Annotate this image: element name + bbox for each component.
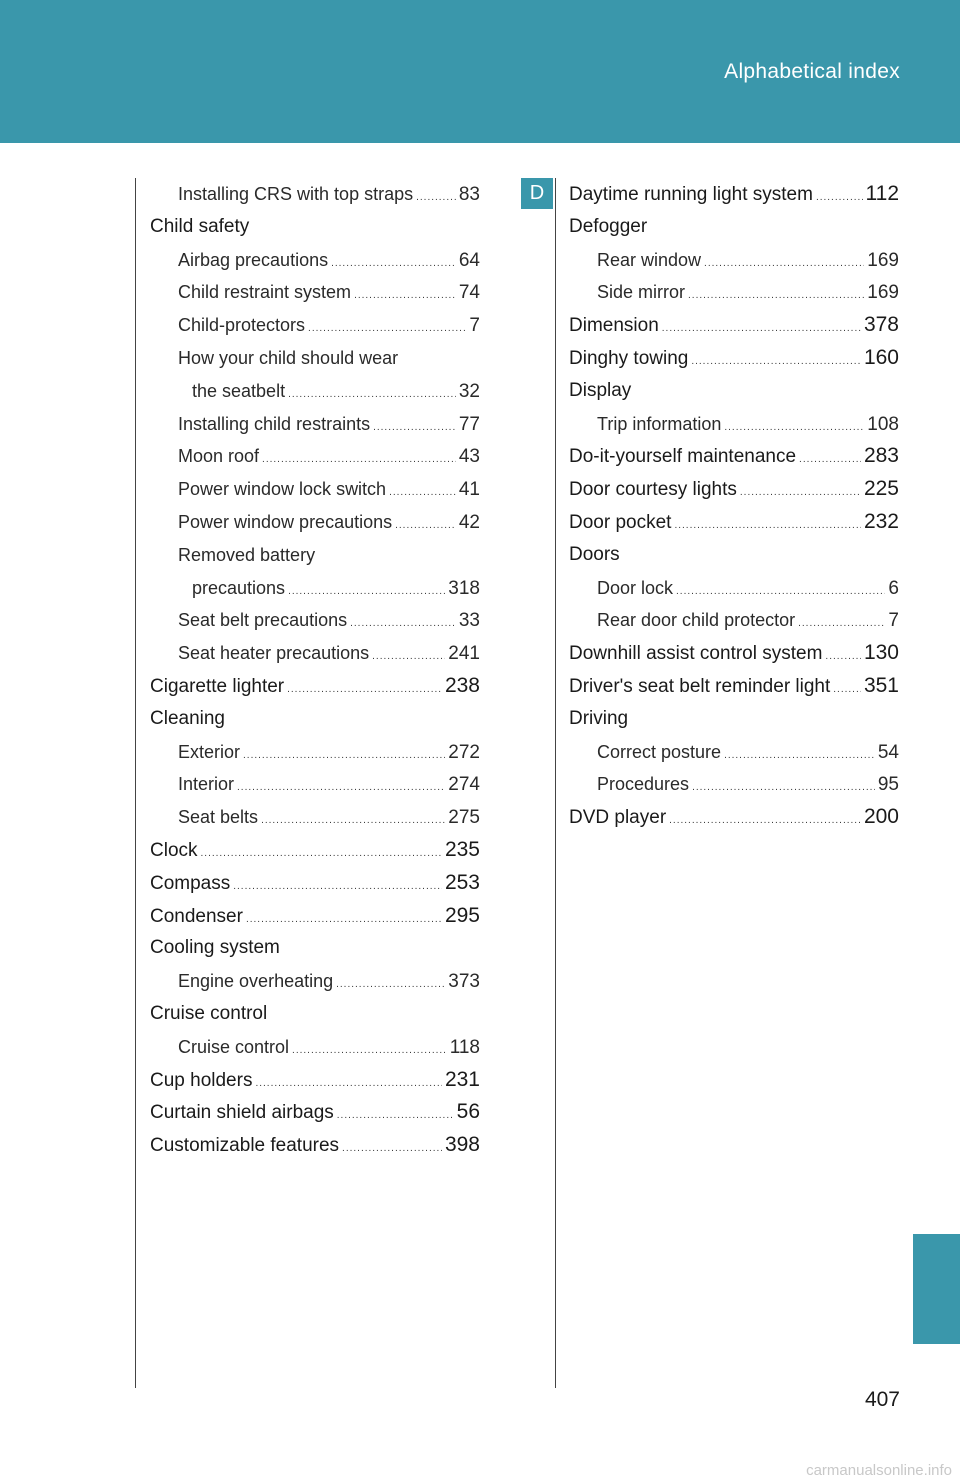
entry-page-number[interactable]: 238 [444, 673, 480, 697]
dot-leader [724, 412, 864, 445]
dot-leader [201, 838, 442, 871]
entry-label: Compass [150, 872, 231, 894]
dot-leader [704, 248, 864, 281]
entry-label: How your child should wear [178, 347, 399, 368]
index-entry[interactable] [569, 736, 899, 769]
index-entry [569, 539, 899, 572]
entry-label: Display [569, 379, 632, 401]
entry-label: Removed battery [178, 544, 316, 565]
entry-page-number[interactable]: 169 [867, 249, 899, 271]
entry-label: Defogger [569, 215, 648, 237]
page-title: Alphabetical index [724, 60, 900, 83]
index-entry [150, 703, 480, 736]
entry-label: Procedures [597, 774, 690, 795]
dot-leader [691, 346, 861, 379]
dot-leader [261, 805, 445, 838]
entry-label: Door courtesy lights [569, 479, 737, 501]
index-entry[interactable] [150, 768, 480, 801]
entry-page-number[interactable]: 54 [877, 741, 899, 763]
dot-leader [342, 1133, 442, 1166]
index-entry[interactable] [150, 900, 480, 933]
dot-leader [233, 871, 442, 904]
entry-label: Correct posture [597, 741, 722, 762]
entry-label: Installing child restraints [178, 413, 371, 434]
index-entry[interactable] [569, 670, 899, 703]
dot-leader [237, 772, 445, 805]
index-entry[interactable] [569, 637, 899, 670]
index-entry[interactable] [569, 408, 899, 441]
dot-leader [372, 641, 445, 674]
entry-label: Condenser [150, 905, 243, 927]
entry-page-number[interactable]: 398 [444, 1133, 480, 1157]
entry-page-number[interactable]: 253 [444, 870, 480, 894]
index-entry[interactable] [150, 1096, 480, 1129]
entry-label: Cooling system [150, 937, 280, 959]
thumb-index-tab [913, 1234, 960, 1344]
entry-page-number[interactable]: 378 [863, 313, 899, 337]
entry-page-number[interactable]: 232 [863, 509, 899, 533]
index-entry[interactable] [569, 604, 899, 637]
index-entry[interactable] [150, 965, 480, 998]
entry-page-number[interactable]: 318 [448, 577, 480, 599]
entry-page-number[interactable]: 112 [865, 182, 899, 205]
page-number: 407 [864, 1388, 900, 1411]
entry-label: Engine overheating [178, 971, 334, 992]
entry-page-number[interactable]: 295 [444, 903, 480, 927]
index-entry [150, 998, 480, 1031]
index-entry[interactable] [150, 834, 480, 867]
dot-leader [669, 805, 861, 838]
entry-label: Interior [178, 774, 235, 795]
dot-leader [799, 444, 861, 477]
entry-page-number[interactable]: 130 [863, 641, 899, 665]
dot-leader [373, 412, 456, 445]
index-entry[interactable] [569, 276, 899, 309]
entry-label: Daytime running light system [569, 184, 813, 205]
index-entry[interactable] [150, 736, 480, 769]
entry-page-number[interactable]: 225 [863, 477, 899, 501]
dot-leader [816, 182, 863, 215]
index-entry[interactable] [150, 637, 480, 670]
entry-label: Cigarette lighter [150, 675, 285, 697]
index-entry [150, 342, 480, 375]
index-entry [569, 703, 899, 736]
entry-page-number[interactable]: 6 [888, 577, 899, 599]
dot-leader [692, 772, 875, 805]
entry-label: Dinghy towing [569, 347, 689, 369]
index-entry[interactable] [569, 506, 899, 539]
index-entry[interactable] [569, 244, 899, 277]
entry-page-number[interactable]: 33 [458, 610, 480, 632]
index-entry[interactable] [150, 1064, 480, 1097]
entry-page-number[interactable]: 83 [458, 184, 480, 205]
dot-leader [395, 510, 456, 543]
entry-page-number[interactable]: 7 [888, 610, 899, 632]
entry-label: Cruise control [178, 1036, 290, 1057]
index-entry[interactable] [150, 276, 480, 309]
index-column-left [150, 178, 480, 1162]
entry-page-number[interactable]: 95 [877, 774, 899, 796]
index-entry[interactable] [569, 178, 899, 211]
entry-label: Airbag precautions [178, 249, 329, 270]
dot-leader [389, 477, 456, 510]
index-entry[interactable] [150, 309, 480, 342]
entry-page-number[interactable]: 77 [458, 413, 480, 435]
dot-leader [825, 641, 861, 674]
entry-label: Doors [569, 543, 620, 565]
entry-page-number[interactable]: 275 [448, 807, 480, 829]
dot-leader [243, 740, 445, 773]
index-entry[interactable] [150, 670, 480, 703]
entry-label: Rear door child protector [597, 610, 796, 631]
entry-page-number[interactable]: 7 [469, 315, 480, 337]
entry-label: Clock [150, 839, 198, 861]
dot-leader [724, 740, 875, 773]
index-entry[interactable] [150, 604, 480, 637]
entry-label: Downhill assist control system [569, 643, 823, 665]
entry-label: Seat heater precautions [178, 643, 370, 664]
entry-label: Power window precautions [178, 511, 393, 532]
entry-label: precautions [192, 577, 286, 598]
index-entry[interactable] [569, 440, 899, 473]
column-divider-left [135, 178, 136, 1388]
index-entry[interactable] [150, 244, 480, 277]
entry-label: Cruise control [150, 1002, 268, 1024]
entry-page-number[interactable]: 272 [448, 741, 480, 763]
entry-label: the seatbelt [192, 380, 286, 401]
index-entry[interactable] [150, 178, 480, 211]
entry-page-number[interactable]: 274 [448, 774, 480, 796]
index-entry[interactable] [569, 572, 899, 605]
index-entry[interactable] [150, 801, 480, 834]
entry-page-number[interactable]: 235 [444, 837, 480, 861]
index-entry[interactable] [569, 473, 899, 506]
entry-label: Installing CRS with top straps [178, 184, 414, 204]
index-entry [150, 539, 480, 572]
index-entry [150, 932, 480, 965]
entry-page-number[interactable]: 41 [458, 479, 480, 501]
index-entry[interactable] [150, 867, 480, 900]
entry-label: DVD player [569, 807, 667, 829]
index-entry[interactable] [569, 342, 899, 375]
entry-page-number[interactable]: 64 [458, 249, 480, 271]
entry-page-number[interactable]: 74 [458, 282, 480, 304]
column-divider-right [555, 178, 556, 1388]
dot-leader [416, 182, 456, 215]
entry-page-number[interactable]: 108 [867, 413, 899, 435]
index-entry[interactable] [150, 408, 480, 441]
entry-page-number[interactable]: 373 [448, 971, 480, 993]
entry-label: Do-it-yourself maintenance [569, 446, 797, 468]
entry-page-number[interactable]: 283 [863, 444, 899, 468]
entry-label: Door pocket [569, 511, 672, 533]
index-entry[interactable] [150, 572, 480, 605]
entry-page-number[interactable]: 231 [444, 1067, 480, 1091]
entry-label: Child-protectors [178, 315, 306, 336]
entry-page-number[interactable]: 118 [449, 1036, 480, 1058]
section-letter-badge: D [521, 178, 553, 209]
entry-page-number[interactable]: 169 [867, 282, 899, 304]
index-entry[interactable] [569, 801, 899, 834]
dot-leader [336, 969, 445, 1002]
index-entry [569, 211, 899, 244]
entry-label: Child restraint system [178, 282, 352, 303]
entry-page-number[interactable]: 32 [458, 380, 480, 402]
index-entry[interactable] [569, 768, 899, 801]
entry-label: Driving [569, 707, 629, 729]
index-entry[interactable] [569, 309, 899, 342]
index-entry [150, 211, 480, 244]
entry-label: Customizable features [150, 1135, 340, 1157]
entry-page-number[interactable]: 241 [448, 643, 480, 665]
entry-page-number[interactable]: 160 [863, 345, 899, 369]
watermark: carmanualsonline.info [806, 1462, 952, 1479]
entry-label: Rear window [597, 249, 702, 270]
dot-leader [292, 1035, 447, 1068]
dot-leader [833, 674, 861, 707]
dot-leader [287, 674, 442, 707]
index-entry[interactable] [150, 473, 480, 506]
dot-leader [354, 280, 456, 313]
entry-label: Side mirror [597, 282, 686, 303]
entry-page-number[interactable]: 351 [863, 673, 899, 697]
dot-leader [255, 1068, 442, 1101]
entry-page-number[interactable]: 56 [456, 1100, 480, 1124]
entry-label: Dimension [569, 315, 659, 337]
entry-label: Child safety [150, 215, 250, 237]
index-entry[interactable] [150, 375, 480, 408]
index-entry [569, 375, 899, 408]
dot-leader [674, 510, 861, 543]
entry-page-number[interactable]: 43 [458, 446, 480, 468]
entry-label: Exterior [178, 741, 241, 762]
index-entry[interactable] [150, 1129, 480, 1162]
entry-label: Trip information [597, 413, 722, 434]
dot-leader [337, 1100, 454, 1133]
entry-label: Cup holders [150, 1069, 253, 1091]
entry-label: Power window lock switch [178, 479, 387, 500]
index-entry[interactable] [150, 506, 480, 539]
index-entry[interactable] [150, 1031, 480, 1064]
entry-label: Curtain shield airbags [150, 1102, 334, 1124]
entry-page-number[interactable]: 200 [863, 805, 899, 829]
dot-leader [688, 280, 864, 313]
index-entry[interactable] [150, 440, 480, 473]
entry-label: Cleaning [150, 707, 225, 729]
entry-label: Seat belts [178, 807, 259, 828]
entry-label: Driver's seat belt reminder light [569, 675, 831, 697]
dot-leader [662, 313, 861, 346]
entry-label: Door lock [597, 577, 674, 598]
entry-page-number[interactable]: 42 [458, 511, 480, 533]
entry-label: Seat belt precautions [178, 610, 348, 631]
entry-label: Moon roof [178, 446, 260, 467]
dot-leader [740, 477, 861, 510]
index-column-right [569, 178, 899, 834]
header-bar [0, 0, 960, 143]
